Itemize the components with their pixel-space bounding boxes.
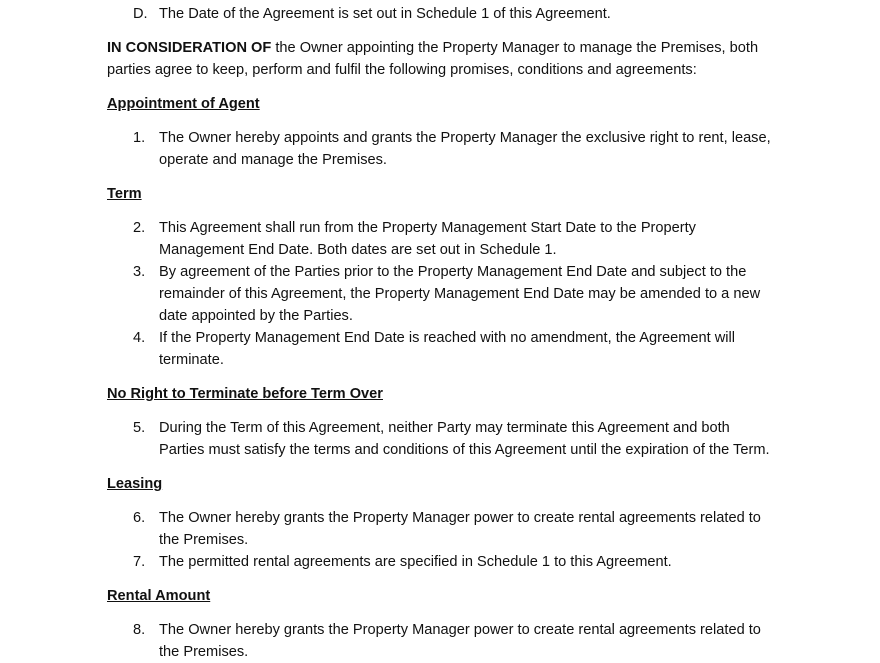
section-heading: Rental Amount [107,588,211,604]
consideration-lead: IN CONSIDERATION OF [107,40,272,56]
recital-text: The Date of the Agreement is set out in Schedule 1 of this Agreement. [159,6,611,22]
clause-item [0,417,880,461]
clause-line: Parties must satisfy the terms and conditions of this Agreement until the expiration of the Term. [159,442,770,458]
clause-line: By agreement of the Parties prior to the Property Management End Date and subject to the [159,264,747,280]
clause-item [0,551,880,573]
clause-number: 8. [133,622,146,638]
consideration-line-rest: the Owner appointing the Property Manager to manage the Premises, both [271,40,759,56]
clause-number: 2. [133,220,146,236]
clause-number: 7. [133,554,146,570]
clause-number: 6. [133,510,146,526]
clause-number: 1. [133,130,146,146]
clause-line: During the Term of this Agreement, neither Party may terminate this Agreement and both [159,420,730,436]
consideration-line [107,37,780,59]
section-heading: Term [107,186,142,202]
clause-line: This Agreement shall run from the Property Management Start Date to the Property [159,220,696,236]
clause-line: The Owner hereby appoints and grants the Property Manager the exclusive right to rent, lease, [159,130,771,146]
clause-item [0,507,880,551]
recital-item [0,3,880,25]
clause-line: The permitted rental agreements are specified in Schedule 1 to this Agreement. [159,554,672,570]
clause-line: terminate. [159,352,224,368]
clause-line: date appointed by the Parties. [159,308,353,324]
clause-line: operate and manage the Premises. [159,152,387,168]
clause-item [0,217,880,261]
clause-line: Management End Date. Both dates are set out in Schedule 1. [159,242,557,258]
section-heading: Leasing [107,476,163,492]
clause-line: The Owner hereby grants the Property Manager power to create rental agreements related to [159,510,761,526]
recital-letter: D. [133,6,148,22]
consideration-paragraph [0,37,880,81]
clause-item [0,327,880,371]
clause-line: The Owner hereby grants the Property Manager power to create rental agreements related to [159,622,761,638]
clause-number: 3. [133,264,146,280]
clause-line: remainder of this Agreement, the Property Management End Date may be amended to a new [159,286,761,302]
section-heading: No Right to Terminate before Term Over [107,386,383,402]
clause-line: the Premises. [159,644,249,660]
clause-item [0,127,880,171]
clause-line: the Premises. [159,532,249,548]
section-heading: Appointment of Agent [107,96,260,112]
clause-item [0,619,880,663]
clause-number: 4. [133,330,146,346]
clause-number: 5. [133,420,146,436]
clause-item [0,261,880,327]
clause-line: If the Property Management End Date is reached with no amendment, the Agreement will [159,330,735,346]
consideration-line: parties agree to keep, perform and fulfil the following promises, conditions and agreements: [107,62,697,78]
